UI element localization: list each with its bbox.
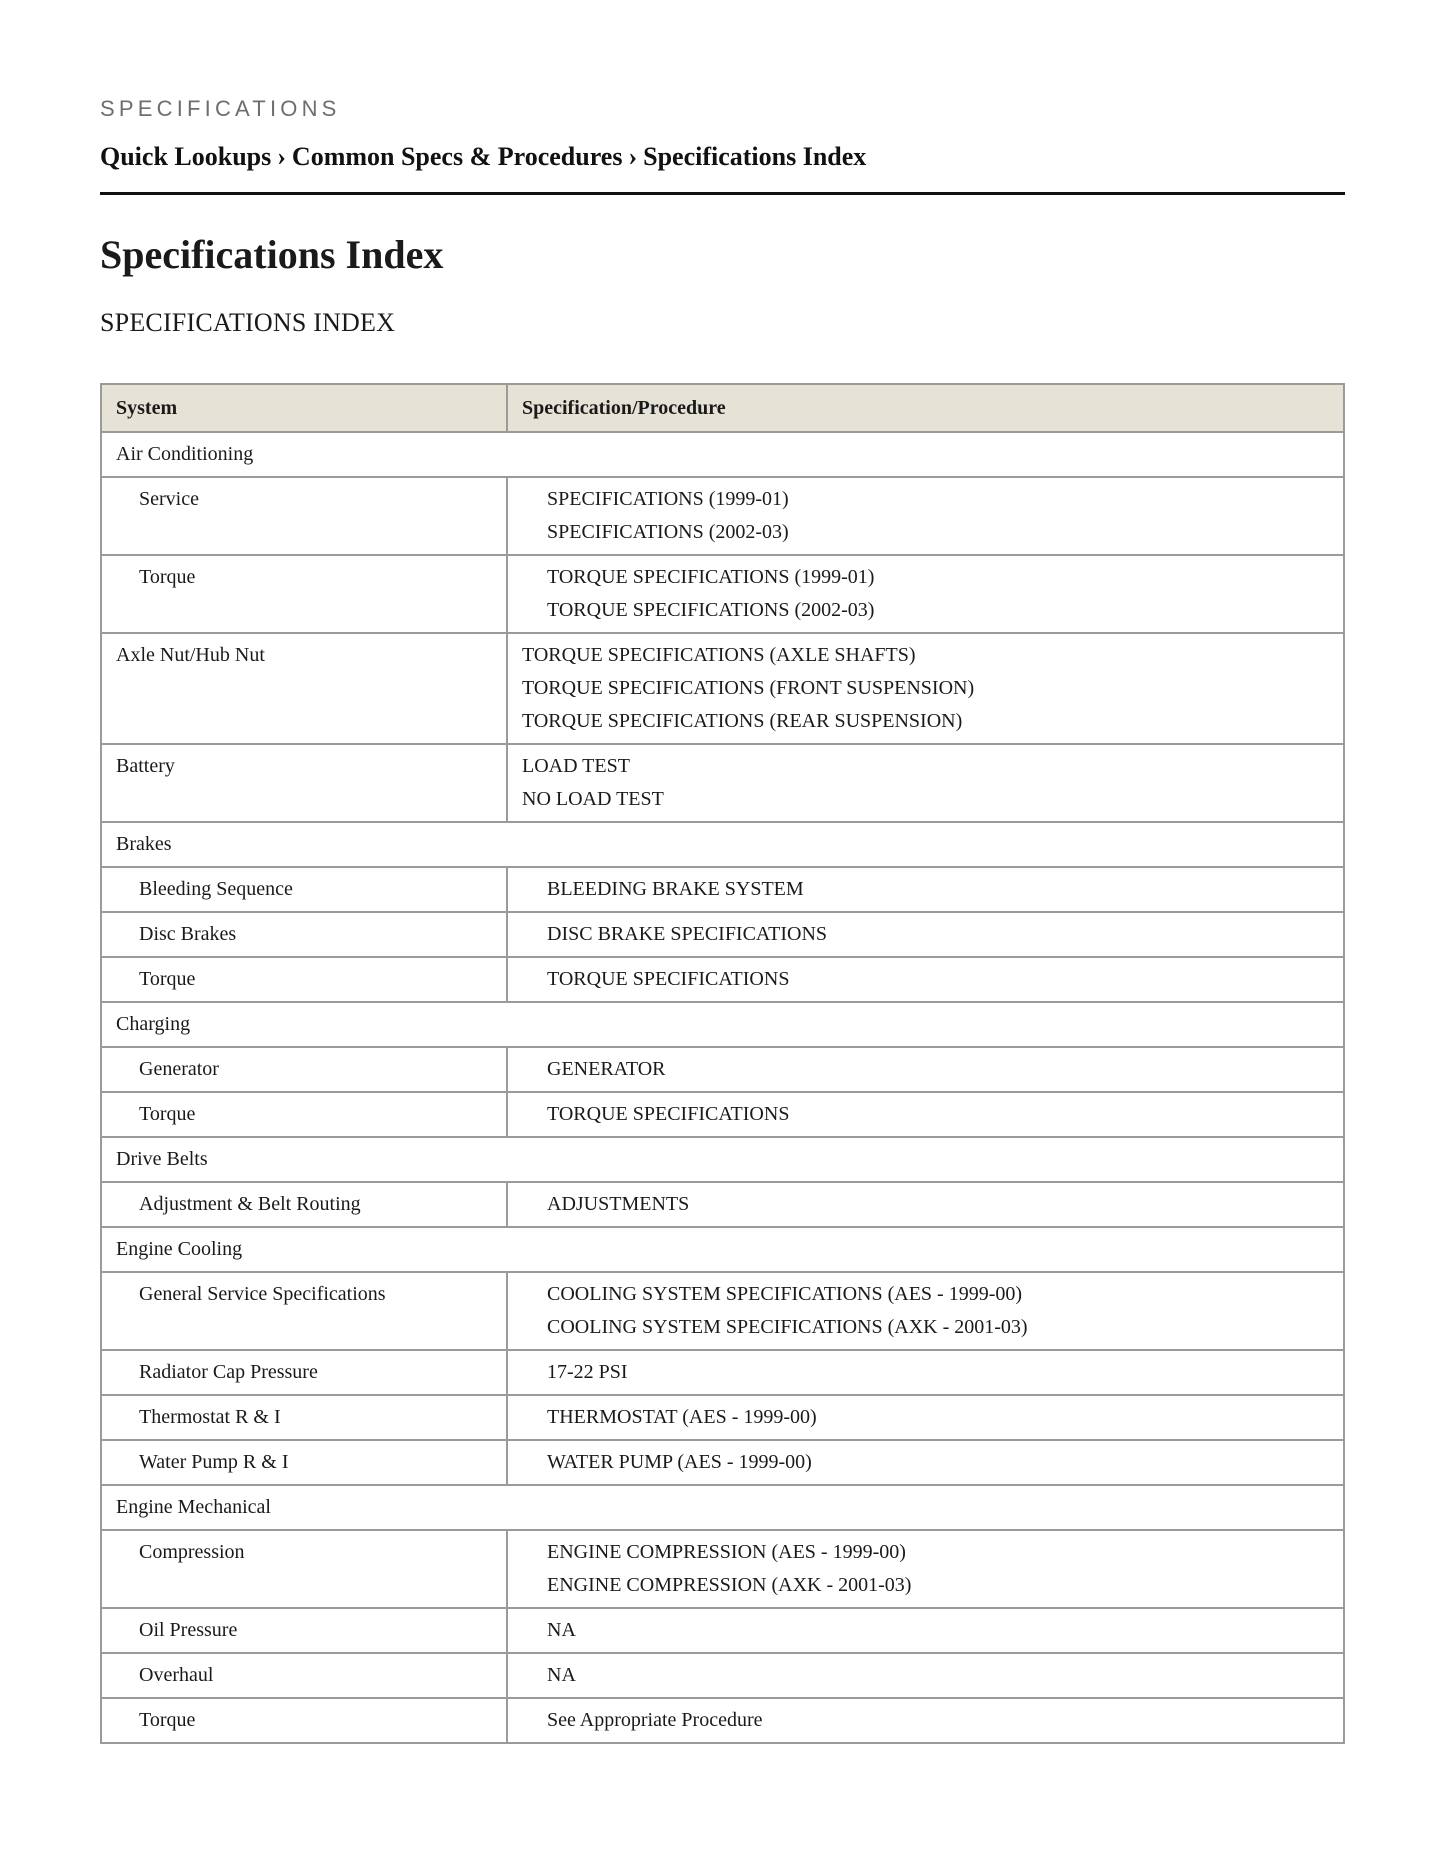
table-row <box>101 867 1344 912</box>
group-label: Engine Mechanical <box>101 1485 1344 1530</box>
table-row <box>101 633 1344 744</box>
table-row <box>101 912 1344 957</box>
system-cell: Compression <box>101 1530 507 1608</box>
group-label: Brakes <box>101 822 1344 867</box>
table-row <box>101 1092 1344 1137</box>
specification-link[interactable]: TORQUE SPECIFICATIONS <box>547 1103 790 1125</box>
breadcrumb-separator: › <box>628 142 638 171</box>
table-group-row <box>101 432 1344 477</box>
specification-link[interactable]: ENGINE COMPRESSION (AXK - 2001-03) <box>547 1574 912 1596</box>
specification-cell <box>507 1653 1344 1698</box>
breadcrumb-item-quick-lookups[interactable]: Quick Lookups <box>100 142 272 171</box>
specification-link[interactable]: BLEEDING BRAKE SYSTEM <box>547 878 804 900</box>
specification-cell <box>507 912 1344 957</box>
table-row <box>101 1653 1344 1698</box>
specification-link[interactable]: SPECIFICATIONS (2002-03) <box>547 521 789 543</box>
system-cell: Disc Brakes <box>101 912 507 957</box>
breadcrumb <box>100 140 1345 195</box>
table-row <box>101 555 1344 633</box>
specification-link[interactable]: COOLING SYSTEM SPECIFICATIONS (AXK - 2001-03) <box>547 1316 1028 1338</box>
system-cell: Water Pump R & I <box>101 1440 507 1485</box>
group-label: Charging <box>101 1002 1344 1047</box>
specification-cell <box>507 1092 1344 1137</box>
table-group-row <box>101 1227 1344 1272</box>
column-header-system: System <box>101 384 507 432</box>
table-row <box>101 1698 1344 1743</box>
group-label: Engine Cooling <box>101 1227 1344 1272</box>
specification-link[interactable]: NA <box>547 1619 576 1641</box>
specification-link[interactable]: ADJUSTMENTS <box>547 1193 690 1215</box>
specification-cell <box>507 1272 1344 1350</box>
table-group-row <box>101 1137 1344 1182</box>
system-cell: Battery <box>101 744 507 822</box>
specification-link[interactable]: TORQUE SPECIFICATIONS (2002-03) <box>547 599 875 621</box>
table-row <box>101 1047 1344 1092</box>
system-cell: Oil Pressure <box>101 1608 507 1653</box>
specification-cell <box>507 1047 1344 1092</box>
page-subtitle: SPECIFICATIONS INDEX <box>100 308 396 337</box>
table-row <box>101 1608 1344 1653</box>
section-eyebrow: SPECIFICATIONS <box>100 96 341 121</box>
specification-cell <box>507 477 1344 555</box>
table-row <box>101 1395 1344 1440</box>
table-row <box>101 1350 1344 1395</box>
specifications-table <box>100 383 1345 1744</box>
system-cell: Torque <box>101 957 507 1002</box>
system-cell: Overhaul <box>101 1653 507 1698</box>
system-cell: Radiator Cap Pressure <box>101 1350 507 1395</box>
specification-link[interactable]: See Appropriate Procedure <box>547 1709 763 1731</box>
specification-link[interactable]: TORQUE SPECIFICATIONS (1999-01) <box>547 566 875 588</box>
specification-link[interactable]: THERMOSTAT (AES - 1999-00) <box>547 1406 817 1428</box>
table-group-row <box>101 822 1344 867</box>
specification-link[interactable]: DISC BRAKE SPECIFICATIONS <box>547 923 828 945</box>
system-cell: Torque <box>101 555 507 633</box>
table-row <box>101 1182 1344 1227</box>
system-cell: General Service Specifications <box>101 1272 507 1350</box>
specification-link[interactable]: TORQUE SPECIFICATIONS (FRONT SUSPENSION) <box>522 677 975 699</box>
specification-cell <box>507 1608 1344 1653</box>
breadcrumb-separator: › <box>277 142 286 171</box>
table-group-row <box>101 1002 1344 1047</box>
specification-cell <box>507 555 1344 633</box>
group-label: Air Conditioning <box>101 432 1344 477</box>
specification-cell <box>507 1530 1344 1608</box>
system-cell: Axle Nut/Hub Nut <box>101 633 507 744</box>
table-row <box>101 957 1344 1002</box>
specification-link[interactable]: COOLING SYSTEM SPECIFICATIONS (AES - 1999-00) <box>547 1283 1023 1305</box>
specification-link[interactable]: WATER PUMP (AES - 1999-00) <box>547 1451 812 1473</box>
specification-link[interactable]: TORQUE SPECIFICATIONS (REAR SUSPENSION) <box>522 710 963 732</box>
specification-cell <box>507 1395 1344 1440</box>
specification-cell <box>507 633 1344 744</box>
specification-link[interactable]: GENERATOR <box>547 1058 666 1080</box>
specification-link[interactable]: ENGINE COMPRESSION (AES - 1999-00) <box>547 1541 906 1563</box>
specification-cell <box>507 1440 1344 1485</box>
specification-link[interactable]: 17-22 PSI <box>547 1361 628 1383</box>
system-cell: Thermostat R & I <box>101 1395 507 1440</box>
system-cell: Bleeding Sequence <box>101 867 507 912</box>
system-cell: Torque <box>101 1698 507 1743</box>
table-body <box>101 432 1344 1743</box>
system-cell: Generator <box>101 1047 507 1092</box>
specification-cell <box>507 1698 1344 1743</box>
breadcrumb-item-specifications-index: Specifications Index <box>643 142 867 171</box>
specification-cell <box>507 867 1344 912</box>
group-label: Drive Belts <box>101 1137 1344 1182</box>
system-cell: Adjustment & Belt Routing <box>101 1182 507 1227</box>
breadcrumb-item-common-specs[interactable]: Common Specs & Procedures <box>291 142 623 171</box>
page-title: Specifications Index <box>100 232 444 277</box>
specification-cell <box>507 744 1344 822</box>
specification-link[interactable]: TORQUE SPECIFICATIONS <box>547 968 790 990</box>
specification-link[interactable]: LOAD TEST <box>522 755 630 777</box>
system-cell: Torque <box>101 1092 507 1137</box>
table-row <box>101 477 1344 555</box>
table-row <box>101 744 1344 822</box>
specification-cell <box>507 957 1344 1002</box>
table-row <box>101 1272 1344 1350</box>
table-group-row <box>101 1485 1344 1530</box>
specification-link[interactable]: TORQUE SPECIFICATIONS (AXLE SHAFTS) <box>522 644 916 666</box>
column-header-specification: Specification/Procedure <box>507 384 1344 432</box>
system-cell: Service <box>101 477 507 555</box>
specification-cell <box>507 1182 1344 1227</box>
table-row <box>101 1530 1344 1608</box>
table-row <box>101 1440 1344 1485</box>
table-header-row <box>101 384 1344 432</box>
specification-link[interactable]: NA <box>547 1664 576 1686</box>
specification-link[interactable]: SPECIFICATIONS (1999-01) <box>547 488 789 510</box>
specification-cell <box>507 1350 1344 1395</box>
specification-link[interactable]: NO LOAD TEST <box>522 788 664 810</box>
